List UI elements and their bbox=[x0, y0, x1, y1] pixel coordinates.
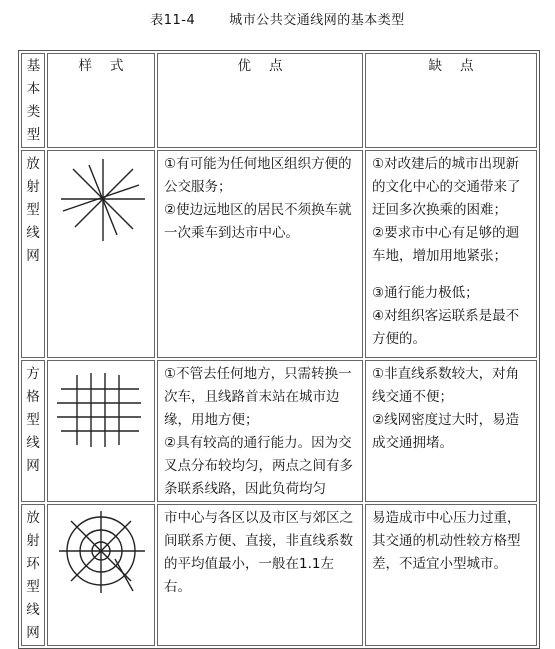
cons-cell: ①对改建后的城市出现新的文化中心的交通带来了迂回多次换乘的困难； ②要求市中心有足够的迴车地，增加用地紧张； ③通行能力极低； ④对组织客运联系是最不方便的。 bbox=[365, 150, 537, 358]
table-title: 城市公共交通线网的基本类型 bbox=[229, 13, 405, 28]
header-cons: 缺 点 bbox=[365, 53, 537, 148]
table-number: 表11-4 bbox=[150, 13, 196, 28]
cons-cell: 易造成市中心压力过重，其交通的机动性较方格型差，不适宜小型城市。 bbox=[365, 504, 537, 646]
header-kind: 基 本 类 型 bbox=[21, 53, 45, 148]
table-row bbox=[21, 504, 537, 646]
table-row bbox=[21, 150, 537, 358]
header-row bbox=[21, 53, 537, 148]
header-pros: 优 点 bbox=[157, 53, 363, 148]
kind-cell: 放 射 环 型 线 网 bbox=[21, 504, 45, 646]
network-types-table bbox=[18, 50, 540, 649]
radial-ring-network-icon bbox=[53, 509, 149, 595]
pattern-cell bbox=[47, 360, 155, 502]
cons-cell: ①非直线系数较大，对角线交通不便； ②线网密度过大时，易造成交通拥堵。 bbox=[365, 360, 537, 502]
kind-cell: 放 射 型 线 网 bbox=[21, 150, 45, 358]
radial-network-icon bbox=[53, 155, 149, 245]
pattern-cell bbox=[47, 150, 155, 358]
kind-cell: 方 格 型 线 网 bbox=[21, 360, 45, 502]
header-style: 样 式 bbox=[47, 53, 155, 148]
table-row bbox=[21, 360, 537, 502]
pattern-cell bbox=[47, 504, 155, 646]
grid-network-icon bbox=[53, 371, 149, 455]
table-caption bbox=[0, 9, 555, 28]
pros-cell: ①有可能为任何地区组织方便的公交服务； ②使边远地区的居民不须换车就一次乘车到达市中心。 bbox=[157, 150, 363, 358]
pros-cell: 市中心与各区以及市区与郊区之间联系方便、直接，非直线系数的平均值最小，一般在1.1左右。 bbox=[157, 504, 363, 646]
pros-cell: ①不管去任何地方，只需转换一次车，且线路首末站在城市边缘，用地方便； ②具有较高的通行能力。因为交叉点分布较均匀，两点之间有多条联系线路，因此负荷均匀 bbox=[157, 360, 363, 502]
